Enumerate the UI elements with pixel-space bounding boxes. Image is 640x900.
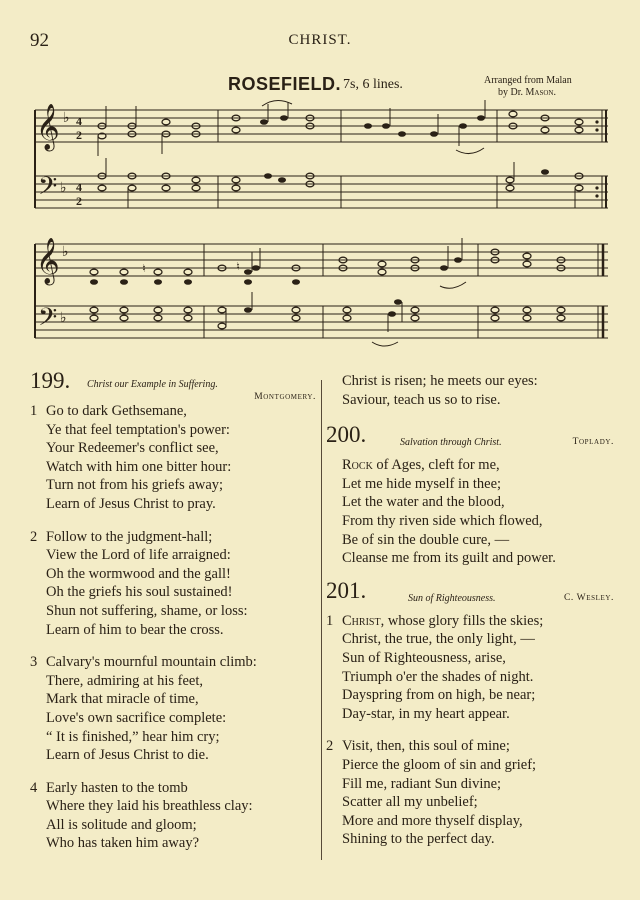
verse-line: 2 Follow to the judgment-hall; xyxy=(30,528,213,545)
verse-line: 3 Calvary's mournful mountain climb: xyxy=(30,654,257,671)
svg-text:♮: ♮ xyxy=(236,261,240,273)
system-1 xyxy=(35,100,608,208)
verse-line: Where they laid his breathless clay: xyxy=(46,798,253,815)
filled-notes-1 xyxy=(260,115,549,183)
verse-line: Scatter all my unbelief; xyxy=(342,794,478,811)
time-signature: 4 xyxy=(76,114,82,128)
hymn-200-header xyxy=(326,422,618,456)
flat-icon: ♭ xyxy=(63,111,70,126)
verse-line: All is solitude and gloom; xyxy=(46,816,197,833)
verse-line: Watch with him one bitter hour: xyxy=(46,458,232,475)
treble-staff-2 xyxy=(35,244,608,276)
bass-clef-icon: 𝄢 xyxy=(38,173,58,206)
system-2 xyxy=(35,238,608,346)
verse-line: Oh the wormwood and the gall! xyxy=(46,565,231,582)
verse-line: Pierce the gloom of sin and grief; xyxy=(342,756,537,773)
tune-name: ROSEFIELD. xyxy=(228,74,342,94)
column-rule xyxy=(321,380,322,860)
verse-line: Your Redeemer's conflict see, xyxy=(46,440,219,457)
arranger-line-1: Arranged from Malan xyxy=(484,75,572,86)
verse-line: Turn not from his griefs away; xyxy=(46,477,224,494)
hymn-subject: Salvation through Christ. xyxy=(400,437,502,449)
hymn-number: 201. xyxy=(326,577,367,603)
hymn-number: 200. xyxy=(326,422,367,448)
hymn-author: C. Wesley. xyxy=(563,592,614,603)
page-number: 92 xyxy=(30,30,49,51)
svg-text:♮: ♮ xyxy=(142,263,146,275)
time-signature: 2 xyxy=(76,128,82,142)
barlines-1 xyxy=(35,110,606,208)
verse-line: From thy riven side which flowed, xyxy=(342,512,543,529)
verse xyxy=(326,612,618,724)
verse-line: Day-star, in my heart appear. xyxy=(342,705,510,722)
right-column xyxy=(326,372,618,849)
slur xyxy=(372,342,398,346)
verse-line: Christ, the true, the only light, — xyxy=(342,631,535,648)
verse xyxy=(30,653,320,765)
slur xyxy=(440,282,466,288)
repeat-dots-1 xyxy=(595,120,598,197)
verse-line: Shun not suffering, shame, or loss: xyxy=(46,602,248,619)
barlines-2 xyxy=(35,244,603,338)
verse-line: Cleanse me from its guilt and power. xyxy=(342,550,556,567)
verse-line: 1 Christ, whose glory fills the skies; xyxy=(326,612,544,629)
verse-line: Fill me, radiant Sun divine; xyxy=(342,775,502,792)
arranger-line-2: by Dr. Mason. xyxy=(498,87,556,98)
treble-clef-icon: 𝄞 xyxy=(36,104,60,149)
verse-line: 4 Early hasten to the tomb xyxy=(30,779,188,796)
verse-line: More and more thyself display, xyxy=(342,812,523,829)
hymn-subject: Christ our Example in Suffering. xyxy=(87,379,218,390)
verse xyxy=(30,779,320,853)
hymn-author: Montgomery. xyxy=(254,392,316,402)
hymn-number: 199. xyxy=(30,368,71,393)
verse-line: Who has taken him away? xyxy=(46,835,200,852)
verse-line: Triumph o'er the shades of night. xyxy=(342,668,534,685)
verse-line: Learn of Jesus Christ to pray. xyxy=(46,495,216,512)
verse-line: View the Lord of life arraigned: xyxy=(46,547,231,564)
hymn-199-header xyxy=(30,368,320,402)
verse xyxy=(326,737,618,849)
verse-line: Sun of Righteousness, arise, xyxy=(342,649,506,666)
flat-icon: ♭ xyxy=(62,245,69,260)
verse-line: “ It is finished,” hear him cry; xyxy=(46,728,220,745)
hymn-201-header xyxy=(326,577,618,612)
verse-line: Let the water and the blood, xyxy=(342,494,505,511)
treble-clef-icon: 𝄞 xyxy=(36,238,60,283)
verse-line: There, admiring at his feet, xyxy=(46,672,204,689)
verse-line: 2 Visit, then, this soul of mine; xyxy=(326,738,510,755)
bass-clef-icon: 𝄢 xyxy=(38,304,58,337)
slur xyxy=(456,148,484,154)
verse-line: Mark that miracle of time, xyxy=(46,691,199,708)
music-score xyxy=(0,96,640,366)
verse-line: Love's own sacrifice complete: xyxy=(46,709,227,726)
verse-line: Learn of him to bear the cross. xyxy=(46,621,224,638)
verse-line: Let me hide myself in thee; xyxy=(342,475,502,492)
left-column xyxy=(30,368,320,853)
verse-line: Dayspring from on high, be near; xyxy=(342,687,536,704)
verse-line: 1 Go to dark Gethsemane, xyxy=(30,403,187,419)
flat-icon: ♭ xyxy=(60,311,67,326)
verse-line: Learn of Jesus Christ to die. xyxy=(46,747,209,764)
bass-staff-2 xyxy=(35,306,608,338)
verse-line: Saviour, teach us so to rise. xyxy=(342,391,501,408)
running-head: CHRIST. xyxy=(288,32,352,48)
verse-line: Rock of Ages, cleft for me, xyxy=(342,457,500,474)
hymn-subject: Sun of Righteousness. xyxy=(408,592,496,604)
verse-line: Christ is risen; he meets our eyes: xyxy=(342,373,538,389)
verse xyxy=(30,402,320,514)
verse-line: Ye that feel temptation's power: xyxy=(46,421,230,438)
treble-staff-1 xyxy=(35,110,608,142)
note-heads-2 xyxy=(90,249,565,329)
tune-meter: 7s, 6 lines. xyxy=(343,77,403,92)
bass-staff-1 xyxy=(35,176,608,208)
verse xyxy=(326,456,618,568)
hymn-author: Toplady. xyxy=(572,437,614,448)
verse-line: Shining to the perfect day. xyxy=(342,831,495,848)
flat-icon: ♭ xyxy=(60,181,67,196)
verse xyxy=(30,528,320,640)
time-signature: 2 xyxy=(76,194,82,208)
time-signature: 4 xyxy=(76,180,82,194)
verse-line: Be of sin the double cure, — xyxy=(342,531,510,548)
verse-line: Oh the griefs his soul sustained! xyxy=(46,584,233,601)
